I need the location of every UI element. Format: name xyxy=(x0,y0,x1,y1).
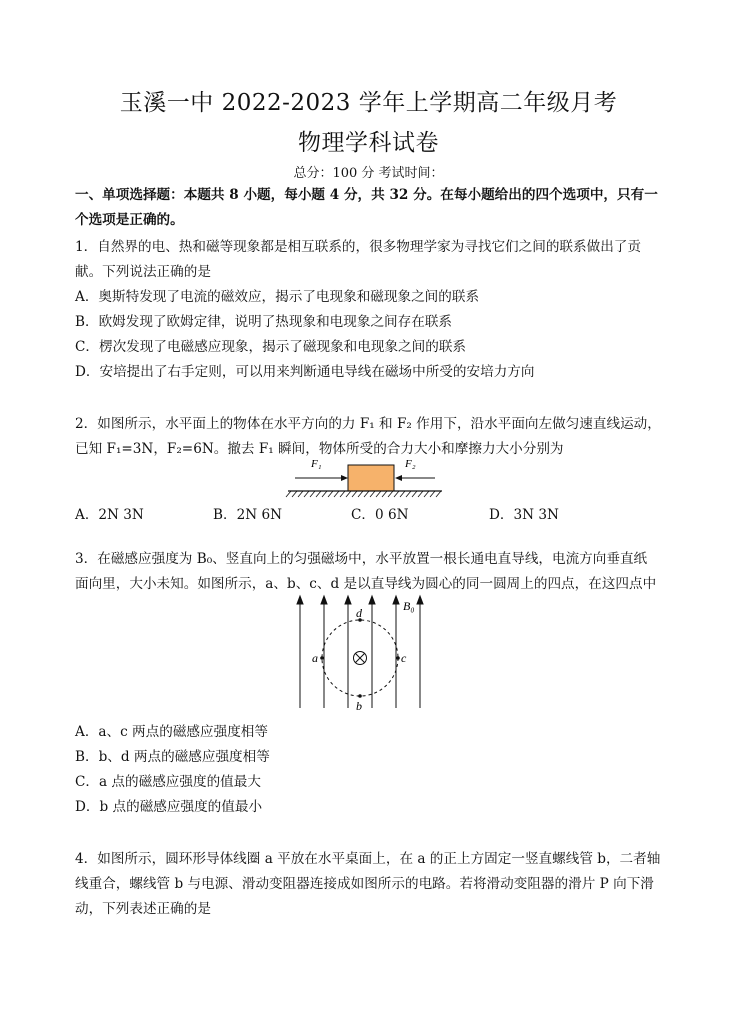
hatch-mark xyxy=(388,491,393,497)
hatch-mark xyxy=(328,491,333,497)
field-arrowhead xyxy=(345,596,351,604)
q1-stem-line2: 献。下列说法正确的是 xyxy=(75,264,211,280)
exam-title: 玉溪一中 2022-2023 学年上学期高二年级月考 xyxy=(119,90,618,116)
field-arrowhead xyxy=(321,596,327,604)
q2-ground-hatching xyxy=(286,491,441,497)
exam-subtitle: 物理学科试卷 xyxy=(298,130,439,156)
q2-arrowhead-f2 xyxy=(395,475,402,481)
q3-point-b-dot xyxy=(358,694,362,698)
q2-stem-line2: 已知 F₁=3N，F₂=6N。撤去 F₁ 瞬间，物体所受的合力大小和摩擦力大小分别为 xyxy=(75,441,564,457)
hatch-mark xyxy=(382,491,387,497)
hatch-mark xyxy=(310,491,315,497)
hatch-mark xyxy=(412,491,417,497)
q2-option-b: B．2N 6N xyxy=(213,507,282,523)
hatch-mark xyxy=(304,491,309,497)
q3-label-c: c xyxy=(401,651,407,665)
hatch-mark xyxy=(424,491,429,497)
q3-stem-line2: 面向里，大小未知。如图所示，a、b、c、d 是以直导线为圆心的同一圆周上的四点，在这四点中 xyxy=(75,576,657,592)
q4-stem-line1: 4．如图所示，圆环形导体线圈 a 平放在水平桌面上，在 a 的正上方固定一竖直螺线管 b，二者轴 xyxy=(75,851,661,867)
q2-figure xyxy=(285,455,445,500)
field-arrowhead xyxy=(369,596,375,604)
hatch-mark xyxy=(358,491,363,497)
field-arrowhead xyxy=(297,596,303,604)
hatch-mark xyxy=(370,491,375,497)
hatch-mark xyxy=(346,491,351,497)
q2-label-f2: F₂ xyxy=(405,458,416,470)
q3-label-b: b xyxy=(356,699,362,713)
q2-option-c: C．0 6N xyxy=(351,507,409,523)
field-arrowhead xyxy=(393,596,399,604)
hatch-mark xyxy=(376,491,381,497)
hatch-mark xyxy=(322,491,327,497)
q4-stem-line3: 动，下列表述正确的是 xyxy=(75,901,211,917)
exam-meta: 总分：100 分 考试时间： xyxy=(293,166,444,181)
q1-option-b: B．欧姆发现了欧姆定律，说明了热现象和电现象之间存在联系 xyxy=(75,314,453,330)
hatch-mark xyxy=(352,491,357,497)
q1-option-c: C．楞次发现了电磁感应现象，揭示了磁现象和电现象之间的联系 xyxy=(75,339,467,355)
q2-arrowhead-f1 xyxy=(341,475,348,481)
q3-point-c-dot xyxy=(396,656,400,660)
q3-label-a: a xyxy=(312,651,318,665)
q3-label-b0: B₀ xyxy=(403,599,415,613)
hatch-mark xyxy=(298,491,303,497)
q3-label-d: d xyxy=(356,606,362,620)
section-heading-line1: 一、单项选择题：本题共 8 小题，每小题 4 分，共 32 分。在每小题给出的四个选项中，只有一 xyxy=(75,187,658,203)
hatch-mark xyxy=(394,491,399,497)
hatch-mark xyxy=(286,491,291,497)
hatch-mark xyxy=(406,491,411,497)
q2-option-a: A．2N 3N xyxy=(75,507,144,523)
q3-option-b: B．b、d 两点的磁感应强度相等 xyxy=(75,749,270,765)
q3-figure xyxy=(290,594,430,714)
q2-stem-line1: 2．如图所示，水平面上的物体在水平方向的力 F₁ 和 F₂ 作用下，沿水平面向左做匀速直线运动， xyxy=(75,416,661,432)
q3-point-a-dot xyxy=(320,656,324,660)
q1-option-a: A．奥斯特发现了电流的磁效应，揭示了电现象和磁现象之间的联系 xyxy=(75,289,480,305)
q2-label-f1: F₁ xyxy=(311,458,322,470)
hatch-mark xyxy=(400,491,405,497)
q3-option-c: C．a 点的磁感应强度的值最大 xyxy=(75,774,261,790)
q3-option-d: D．b 点的磁感应强度的值最小 xyxy=(75,799,263,815)
hatch-mark xyxy=(316,491,321,497)
hatch-mark xyxy=(430,491,435,497)
q1-option-d: D．安培提出了右手定则，可以用来判断通电导线在磁场中所受的安培力方向 xyxy=(75,364,535,380)
section-heading-line2: 个选项是正确的。 xyxy=(75,212,184,228)
hatch-mark xyxy=(364,491,369,497)
q1-stem-line1: 1．自然界的电、热和磁等现象都是相互联系的，很多物理学家为寻找它们之间的联系做出了贡 xyxy=(75,239,641,255)
hatch-mark xyxy=(340,491,345,497)
hatch-mark xyxy=(418,491,423,497)
q3-stem-line1: 3．在磁感应强度为 B₀、竖直向上的匀强磁场中，水平放置一根长通电直导线，电流方向垂直纸 xyxy=(75,551,648,567)
field-arrowhead xyxy=(417,596,423,604)
hatch-mark xyxy=(436,491,441,497)
hatch-mark xyxy=(292,491,297,497)
q2-option-d: D．3N 3N xyxy=(489,507,559,523)
hatch-mark xyxy=(334,491,339,497)
q3-option-a: A．a、c 两点的磁感应强度相等 xyxy=(75,724,268,740)
q4-stem-line2: 线重合，螺线管 b 与电源、滑动变阻器连接成如图所示的电路。若将滑动变阻器的滑片 P 向下滑 xyxy=(75,876,654,892)
q2-block xyxy=(348,465,394,491)
